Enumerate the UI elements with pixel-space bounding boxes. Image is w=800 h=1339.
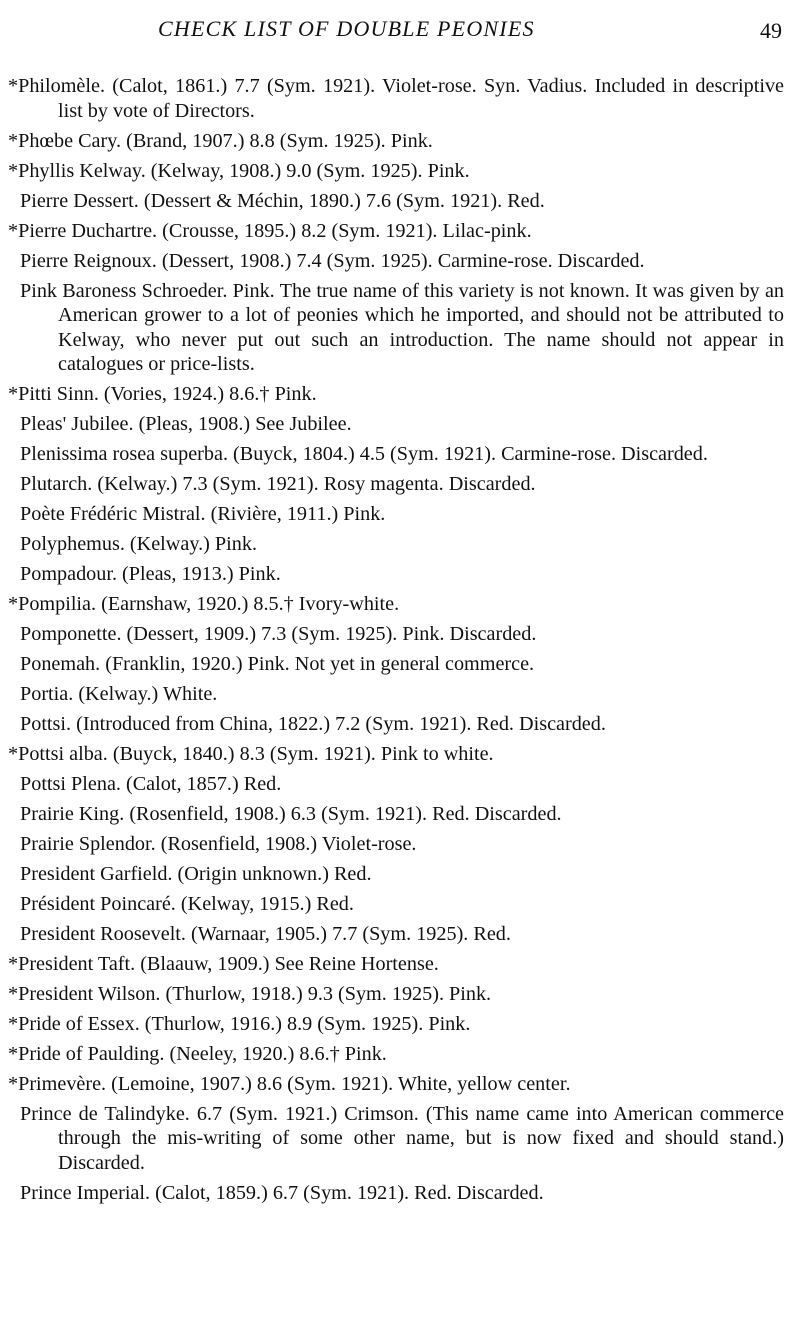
list-entry: *Philomèle. (Calot, 1861.) 7.7 (Sym. 1921). Violet-rose. Syn. Vadius. Included in descriptive list by vote of Directors.: [8, 75, 784, 122]
list-entry: Plutarch. (Kelway.) 7.3 (Sym. 1921). Rosy magenta. Discarded.: [20, 473, 536, 496]
list-entry: Pomponette. (Dessert, 1909.) 7.3 (Sym. 1925). Pink. Discarded.: [20, 623, 537, 646]
list-entry: Pleas' Jubilee. (Pleas, 1908.) See Jubilee.: [20, 413, 352, 436]
list-entry: *Pompilia. (Earnshaw, 1920.) 8.5.† Ivory-white.: [8, 593, 400, 616]
list-entry: Polyphemus. (Kelway.) Pink.: [20, 533, 257, 556]
page-header: [158, 16, 782, 48]
list-entry: Président Poincaré. (Kelway, 1915.) Red.: [20, 893, 354, 915]
list-entry: Pierre Reignoux. (Dessert, 1908.) 7.4 (Sym. 1925). Carmine-rose. Discarded.: [20, 249, 645, 272]
list-entry: Pompadour. (Pleas, 1913.) Pink.: [20, 563, 281, 586]
list-entry: *Pierre Duchartre. (Crousse, 1895.) 8.2 (Sym. 1921). Lilac-pink.: [8, 219, 532, 242]
list-entry: Prairie King. (Rosenfield, 1908.) 6.3 (Sym. 1921). Red. Discarded.: [20, 803, 562, 826]
list-entry: Prince Imperial. (Calot, 1859.) 6.7 (Sym. 1921). Red. Discarded.: [20, 1182, 544, 1205]
list-entry: Prince de Talindyke. 6.7 (Sym. 1921.) Crimson. (This name came into American commerce through the mis-writing of some other name, but is now fixed and should stand.) Discarded.: [20, 1102, 784, 1175]
running-title: CHECK LIST OF DOUBLE PEONIES: [158, 16, 535, 41]
check-list-entries: [8, 74, 784, 1211]
list-entry: *Phyllis Kelway. (Kelway, 1908.) 9.0 (Sym. 1925). Pink.: [8, 159, 470, 182]
list-entry: *Pitti Sinn. (Vories, 1924.) 8.6.† Pink.: [8, 383, 317, 406]
list-entry: *President Wilson. (Thurlow, 1918.) 9.3 (Sym. 1925). Pink.: [8, 982, 492, 1005]
list-entry: *Pride of Paulding. (Neeley, 1920.) 8.6.† Pink.: [8, 1042, 387, 1065]
list-entry: *President Taft. (Blaauw, 1909.) See Reine Hortense.: [8, 952, 439, 975]
list-entry: *Pride of Essex. (Thurlow, 1916.) 8.9 (Sym. 1925). Pink.: [8, 1012, 471, 1035]
page-number: 49: [760, 18, 782, 43]
list-entry: Pierre Dessert. (Dessert & Méchin, 1890.) 7.6 (Sym. 1921). Red.: [20, 189, 545, 212]
list-entry: President Garfield. (Origin unknown.) Red.: [20, 863, 372, 886]
list-entry: Poète Frédéric Mistral. (Rivière, 1911.) Pink.: [20, 503, 386, 526]
list-entry: Pottsi Plena. (Calot, 1857.) Red.: [20, 773, 282, 796]
list-entry: Ponemah. (Franklin, 1920.) Pink. Not yet in general commerce.: [20, 653, 535, 676]
list-entry: *Primevère. (Lemoine, 1907.) 8.6 (Sym. 1921). White, yellow center.: [8, 1072, 571, 1095]
list-entry: Pink Baroness Schroeder. Pink. The true name of this variety is not known. It was given by an American grower to a lot of peonies which he imported, and should not be attributed to Kelway, who never put out such an introduction. The name should not appear in catalogues or price-lists.: [20, 279, 784, 376]
list-entry: *Phœbe Cary. (Brand, 1907.) 8.8 (Sym. 1925). Pink.: [8, 129, 433, 152]
list-entry: Prairie Splendor. (Rosenfield, 1908.) Violet-rose.: [20, 833, 417, 856]
list-entry: Pottsi. (Introduced from China, 1822.) 7.2 (Sym. 1921). Red. Discarded.: [20, 713, 606, 736]
list-entry: Plenissima rosea superba. (Buyck, 1804.) 4.5 (Sym. 1921). Carmine-rose. Discarded.: [20, 443, 708, 466]
list-entry: President Roosevelt. (Warnaar, 1905.) 7.7 (Sym. 1925). Red.: [20, 922, 511, 945]
list-entry: *Pottsi alba. (Buyck, 1840.) 8.3 (Sym. 1921). Pink to white.: [8, 743, 494, 766]
list-entry: Portia. (Kelway.) White.: [20, 683, 218, 706]
